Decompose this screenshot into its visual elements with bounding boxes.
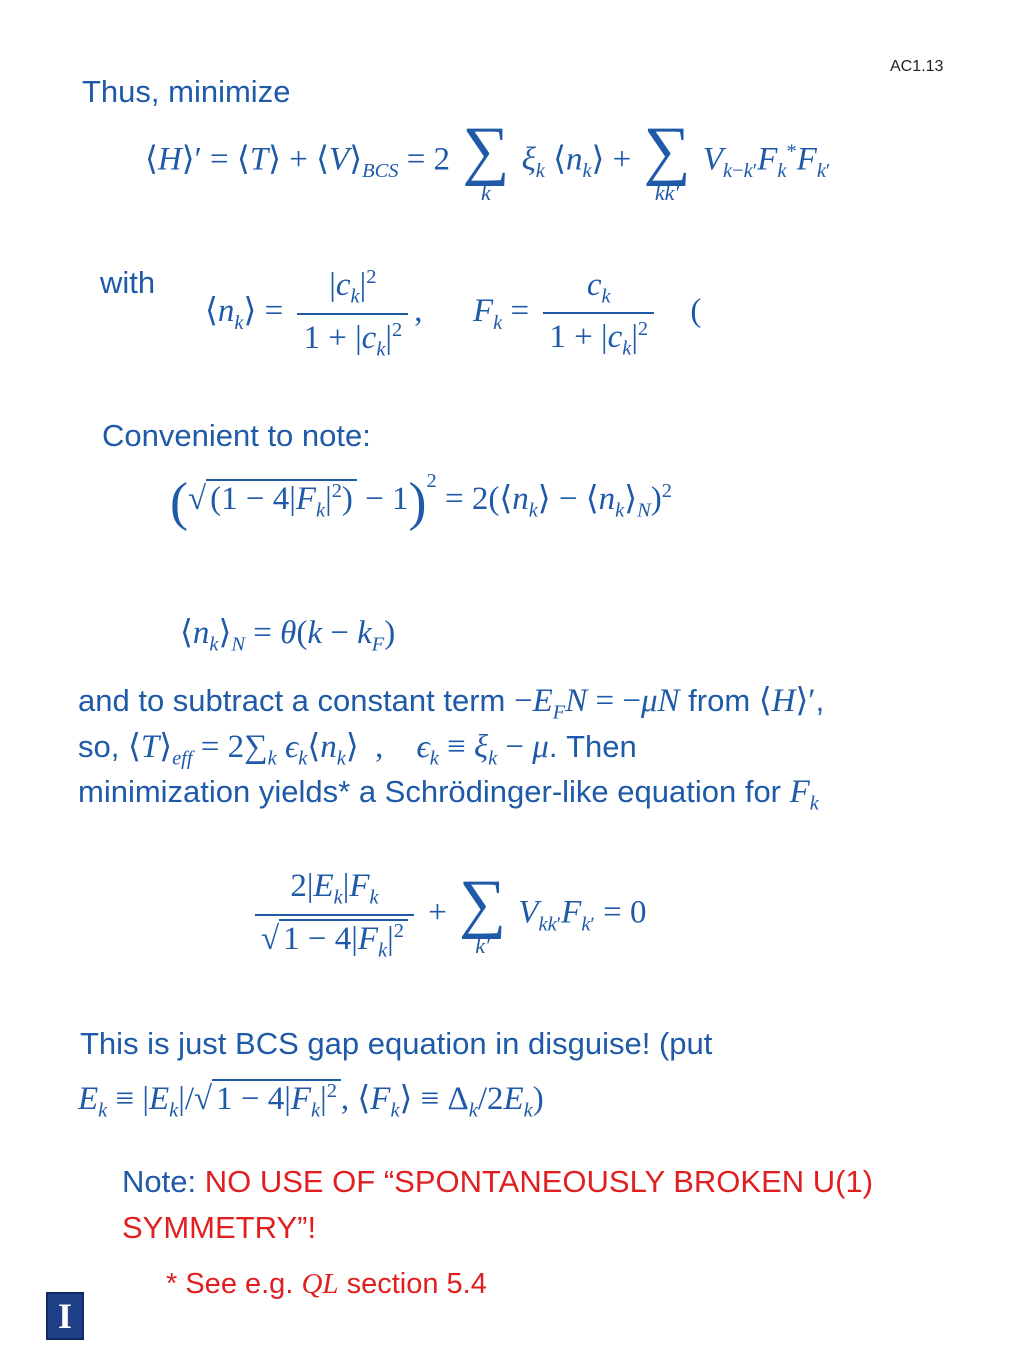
equation-normal-occupation: $⟨n_k⟩_N = \theta(k - k_F)$ <box>180 615 396 656</box>
gap-line-1: This is just BCS gap equation in disguise! (put <box>80 1026 713 1061</box>
note-line-2: SYMMETRY”! <box>122 1210 317 1245</box>
equation-nk-fk: $⟨n_k⟩$ = $\frac{|c_k|^2}{1 + |c_k|^2}$ , $F_k$ = $\frac{c_k}{1 + |c_k|^2}$ ( <box>205 266 702 361</box>
with-label: with <box>100 265 156 300</box>
university-logo-icon <box>46 1292 84 1340</box>
page-id: AC1.13 <box>890 58 944 75</box>
paragraph-line-1: and to subtract a constant term $-E_FN = -\mu N$ from ⟨H⟩′, <box>78 683 825 724</box>
logo-letter: I <box>57 1296 72 1336</box>
gap-line-2: $E_k \equiv |E_k|/√$ $1 - 4|F_k|^2$ , $⟨F_k⟩ \equiv \Delta_k/2E_k$) <box>78 1080 544 1122</box>
heading: Thus, minimize <box>82 74 291 109</box>
paragraph-line-2: so, $⟨T⟩_{eff} = 2\sum_k$ $\epsilon_k⟨n_k⟩$ , $\epsilon_k \equiv \xi_k - \mu$. Then <box>78 729 637 770</box>
paragraph-line-3: minimization yields* a Schrödinger-like equation for $F_k$ <box>78 774 819 815</box>
equation-hamiltonian: ⟨H⟩′ = ⟨T⟩ + $⟨V⟩_{BCS} = 2$ ∑ k $\xi_k$ $⟨n_k⟩$ + ∑ kk′ $V_{k-k'}F_k^*F_{k'}$ <box>145 114 831 205</box>
footnote: * See e.g. QL section 5.4 <box>166 1268 487 1300</box>
equation-schrodinger-like: $\frac{2|E_k|F_k}{√ 1 - 4|F_k|^2}$ + ∑ k′ $V_{kk'}F_{k'} = 0$ <box>255 868 647 962</box>
convenient-label: Convenient to note: <box>102 418 371 453</box>
note-line-1: Note: NO USE OF “SPONTANEOUSLY BROKEN U(1) <box>122 1164 874 1199</box>
equation-convenient: (√ $(1 - 4|F_k|^2) - 1)^2$ = $2(⟨n_k⟩$ − $⟨n_k⟩_N)^2$ <box>170 470 672 532</box>
